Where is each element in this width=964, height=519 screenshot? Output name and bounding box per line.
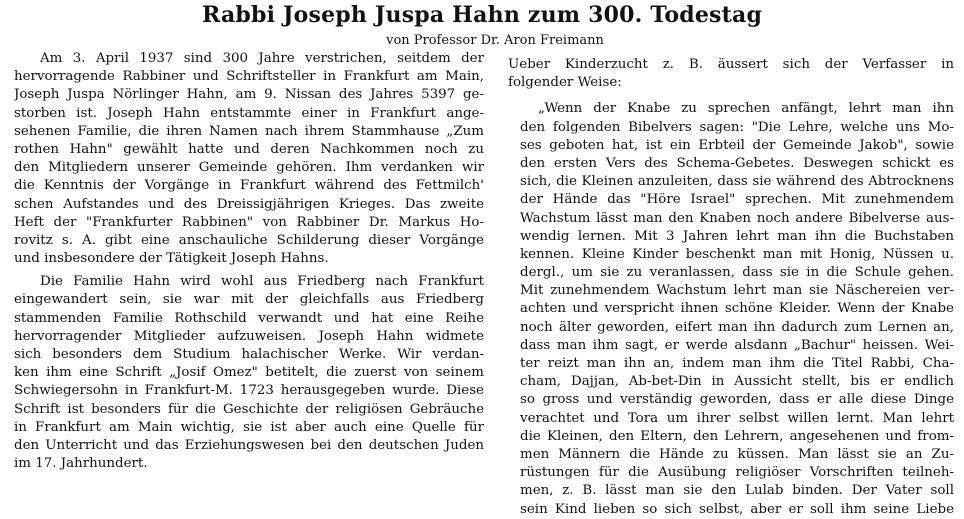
paragraph-1 bbox=[14, 50, 484, 268]
text-line: verachtet und Tora um ihrer selbst willen lernt. Man lehrt bbox=[520, 410, 954, 426]
text-line: Heft der "Frankfurter Rabbinen" von Rabbiner Dr. Markus Ho- bbox=[14, 214, 484, 230]
text-line: storben ist. Joseph Hahn entstammte einer in Frankfurt ange- bbox=[14, 105, 484, 121]
text-line: men, z. B. lässt man sie den Lulab binden. Der Vater soll bbox=[520, 483, 954, 499]
text-line: den ersten Vers des Schema-Gebetes. Deswegen schickt es bbox=[520, 155, 954, 171]
text-line: die Kleinen, den Eltern, den Lehrern, angesehenen und from- bbox=[520, 428, 954, 444]
text-line: folgender Weise: bbox=[508, 75, 622, 91]
text-line: Wachstum lässt man den Knaben noch andere Bibelverse aus- bbox=[520, 210, 954, 226]
text-line: rüstungen für die Ausübung religiöser Vorschriften teilneh- bbox=[520, 465, 954, 481]
text-line: so gross und verständig geworden, dass er alle diese Dinge bbox=[520, 392, 954, 408]
text-line: den folgenden Bibelvers sagen: "Die Lehre, welche uns Mo- bbox=[520, 119, 954, 135]
text-line: sein Kind lieben so sich selbst, aber er soll ihm seine Liebe bbox=[520, 501, 954, 517]
text-line: ter reizt man ihn an, indem man ihm die Titel Rabbi, Cha- bbox=[520, 356, 954, 371]
text-line: Schwiegersohn in Frankfurt-M. 1723 herausgegeben wurde. Diese bbox=[14, 383, 484, 399]
article-byline: von Professor Dr. Aron Freimann bbox=[386, 33, 604, 48]
text-line: in Frankfurt am Main wichtig, sie ist aber auch eine Quelle für bbox=[14, 419, 484, 435]
text-line: Am 3. April 1937 sind 300 Jahre verstrichen, seitdem der bbox=[40, 51, 484, 66]
text-line: „Wenn der Knabe zu sprechen anfängt, lehrt man ihn bbox=[538, 101, 954, 117]
quote-paragraph bbox=[508, 100, 954, 518]
text-line: sehenen Familie, die ihren Namen nach ihrem Stammhause „Zum bbox=[14, 123, 484, 139]
text-line: sich, die Kleinen anzuleiten, dass sie während des Abtrocknens bbox=[520, 174, 954, 190]
text-line: men Männern die Hände zu küssen. Man lässt sie an Zu- bbox=[520, 446, 954, 462]
text-line: stammenden Familie Rothschild verwandt und hat eine Reihe bbox=[14, 310, 484, 326]
text-line: Ueber Kinderzucht z. B. äussert sich der Verfasser in bbox=[508, 57, 954, 72]
text-line: rovitz s. A. gibt eine anschauliche Schilderung dieser Vorgänge bbox=[14, 232, 484, 248]
text-line: und insbesondere der Tätigkeit Joseph Hahns. bbox=[14, 251, 329, 267]
text-line: der Hände das "Höre Israel" sprechen. Mit zunehmendem bbox=[520, 192, 954, 208]
text-line: hervorragender Mitglieder aufzuweisen. Joseph Hahn widmete bbox=[14, 328, 484, 344]
text-line: Joseph Juspa Nörlinger Hahn, am 9. Nissan des Jahres 5397 ge- bbox=[14, 87, 484, 103]
paragraph-2 bbox=[14, 273, 484, 473]
text-line: dergl., um sie zu veranlassen, dass sie in die Schule gehen. bbox=[520, 265, 954, 281]
intro-paragraph bbox=[508, 56, 954, 92]
text-line: sich besonders dem Studium halachischer Werke. Wir verdan- bbox=[14, 347, 484, 362]
text-line: ses geboten hat, ist ein Erbteil der Gemeinde Jakob", sowie bbox=[520, 137, 954, 153]
right-column bbox=[508, 56, 954, 519]
text-line: achten und verspricht ihnen schöne Kleider. Wenn der Knabe bbox=[520, 301, 954, 317]
text-line: Schrift ist besonders für die Geschichte der religiösen Gebräuche bbox=[14, 401, 484, 417]
text-line: wendig lernen. Mit 3 Jahren lehrt man ihn die Buchstaben bbox=[520, 228, 954, 244]
text-line: Mit zunehmendem Wachstum lehrt man sie Näschereien ver- bbox=[520, 283, 954, 299]
text-line: noch älter geworden, eifert man ihn dadurch zum Lernen an, bbox=[520, 319, 954, 335]
text-line: schen Aufstandes und des Dreissigjährigen Krieges. Das zweite bbox=[14, 196, 484, 212]
text-line: dass man ihm sagt, er werde alsdann „Bachur" heissen. Wei- bbox=[520, 337, 954, 353]
article-title: Rabbi Joseph Juspa Hahn zum 300. Todestag bbox=[201, 2, 763, 28]
text-line: ken ihm eine Schrift „Josif Omez" betitelt, die zuerst von seinem bbox=[14, 365, 484, 381]
text-line: den Mitgliedern unserer Gemeinde gehören. Ihm verdanken wir bbox=[14, 160, 484, 176]
text-line: die Kenntnis der Vorgänge in Frankfurt während des Fettmilch' bbox=[14, 178, 484, 194]
left-column bbox=[14, 50, 484, 473]
text-line: eingewandert sein, sie war mit der gleichfalls aus Friedberg bbox=[14, 292, 484, 308]
text-line: kennen. Kleine Kinder beschenkt man mit Honig, Nüssen u. bbox=[520, 246, 954, 262]
text-line: den Unterricht und das Erziehungswesen bei den deutschen Juden bbox=[14, 437, 484, 453]
text-line: rothen Hahn" gewählt hatte und deren Nachkommen noch zu bbox=[14, 141, 484, 157]
text-line: cham, Dajjan, Ab-bet-Din in Aussicht stellt, bis er endlich bbox=[520, 374, 954, 390]
text-line: Die Familie Hahn wird wohl aus Friedberg nach Frankfurt bbox=[40, 274, 484, 290]
text-line: hervorragende Rabbiner und Schriftsteller in Frankfurt am Main, bbox=[14, 69, 484, 85]
text-line: im 17. Jahrhundert. bbox=[14, 456, 148, 472]
